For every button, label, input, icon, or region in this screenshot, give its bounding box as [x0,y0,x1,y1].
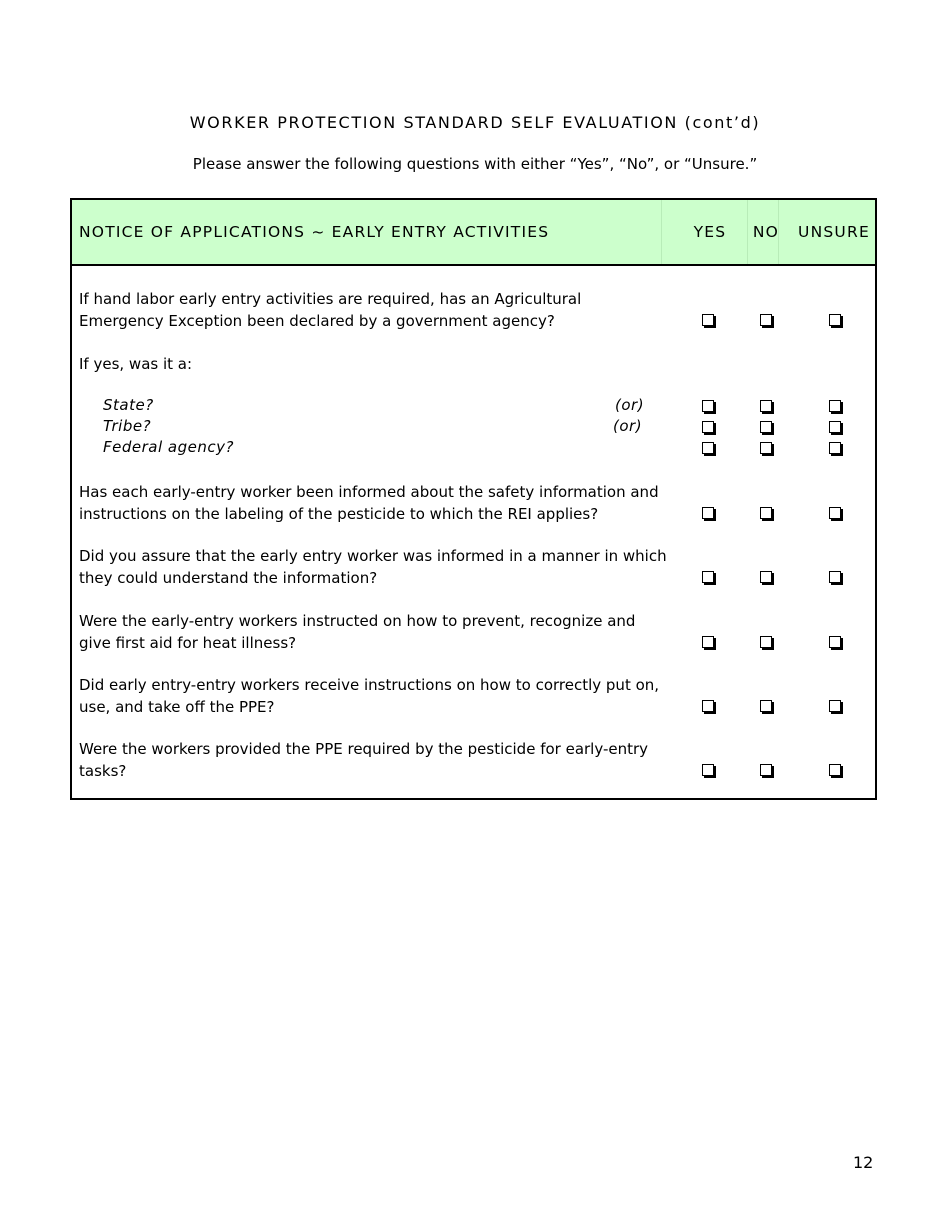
question-agricultural-emergency: If hand labor early entry activities are required, has an Agricultural Emergency Exception been declared by a government agency? [79,290,582,330]
page-number: 12 [853,1153,874,1172]
checkbox-q7-no[interactable] [760,764,772,776]
page-title: WORKER PROTECTION STANDARD SELF EVALUATION (cont’d) [189,113,761,132]
column-no: NO [752,223,780,241]
question-heat-illness: Were the early-entry workers instructed on how to prevent, recognize and give first aid for heat illness? [79,612,636,652]
checkbox-state-yes[interactable] [702,400,714,412]
column-unsure: UNSURE [798,223,870,241]
question-safety-information: Has each early-entry worker been informed about the safety information and instructions on the labeling of the pesticide to which the REI applies? [79,483,659,523]
question-ppe-provided: Were the workers provided the PPE required by the pesticide for early-entry tasks? [79,740,649,780]
checkbox-q5-unsure[interactable] [829,636,841,648]
checkbox-q4-yes[interactable] [702,571,714,583]
checkbox-q6-unsure[interactable] [829,700,841,712]
column-yes: YES [693,223,727,241]
checkbox-tribe-no[interactable] [760,421,772,433]
checkbox-federal-yes[interactable] [702,442,714,454]
question-if-yes: If yes, was it a: [79,355,193,373]
or-label: (or) [613,417,643,435]
checkbox-q3-no[interactable] [760,507,772,519]
checkbox-q3-unsure[interactable] [829,507,841,519]
checkbox-state-no[interactable] [760,400,772,412]
checkbox-q3-yes[interactable] [702,507,714,519]
instructions-text: Please answer the following questions with either “Yes”, “No”, or “Unsure.” [192,155,758,173]
or-label: (or) [615,396,645,414]
checkbox-q6-no[interactable] [760,700,772,712]
checkbox-tribe-unsure[interactable] [829,421,841,433]
checkbox-q6-yes[interactable] [702,700,714,712]
checkbox-q5-yes[interactable] [702,636,714,648]
evaluation-table [70,198,877,800]
section-title: NOTICE OF APPLICATIONS ~ EARLY ENTRY ACTIVITIES [79,223,550,241]
checkbox-q5-no[interactable] [760,636,772,648]
option-tribe: Tribe? [103,417,152,435]
question-ppe-instructions: Did early entry-entry workers receive instructions on how to correctly put on, use, and take off the PPE? [79,676,660,716]
checkbox-q4-no[interactable] [760,571,772,583]
checkbox-federal-no[interactable] [760,442,772,454]
checkbox-q7-yes[interactable] [702,764,714,776]
table-header [72,200,875,266]
question-understand-information: Did you assure that the early entry worker was informed in a manner in which they could understand the information? [79,547,667,587]
checkbox-tribe-yes[interactable] [702,421,714,433]
checkbox-q1-unsure[interactable] [829,314,841,326]
checkbox-q4-unsure[interactable] [829,571,841,583]
option-state: State? [103,396,154,414]
option-federal-agency: Federal agency? [103,438,234,456]
checkbox-federal-unsure[interactable] [829,442,841,454]
checkbox-q1-no[interactable] [760,314,772,326]
checkbox-q7-unsure[interactable] [829,764,841,776]
header-divider [747,200,748,264]
checkbox-state-unsure[interactable] [829,400,841,412]
header-divider [661,200,662,264]
checkbox-q1-yes[interactable] [702,314,714,326]
